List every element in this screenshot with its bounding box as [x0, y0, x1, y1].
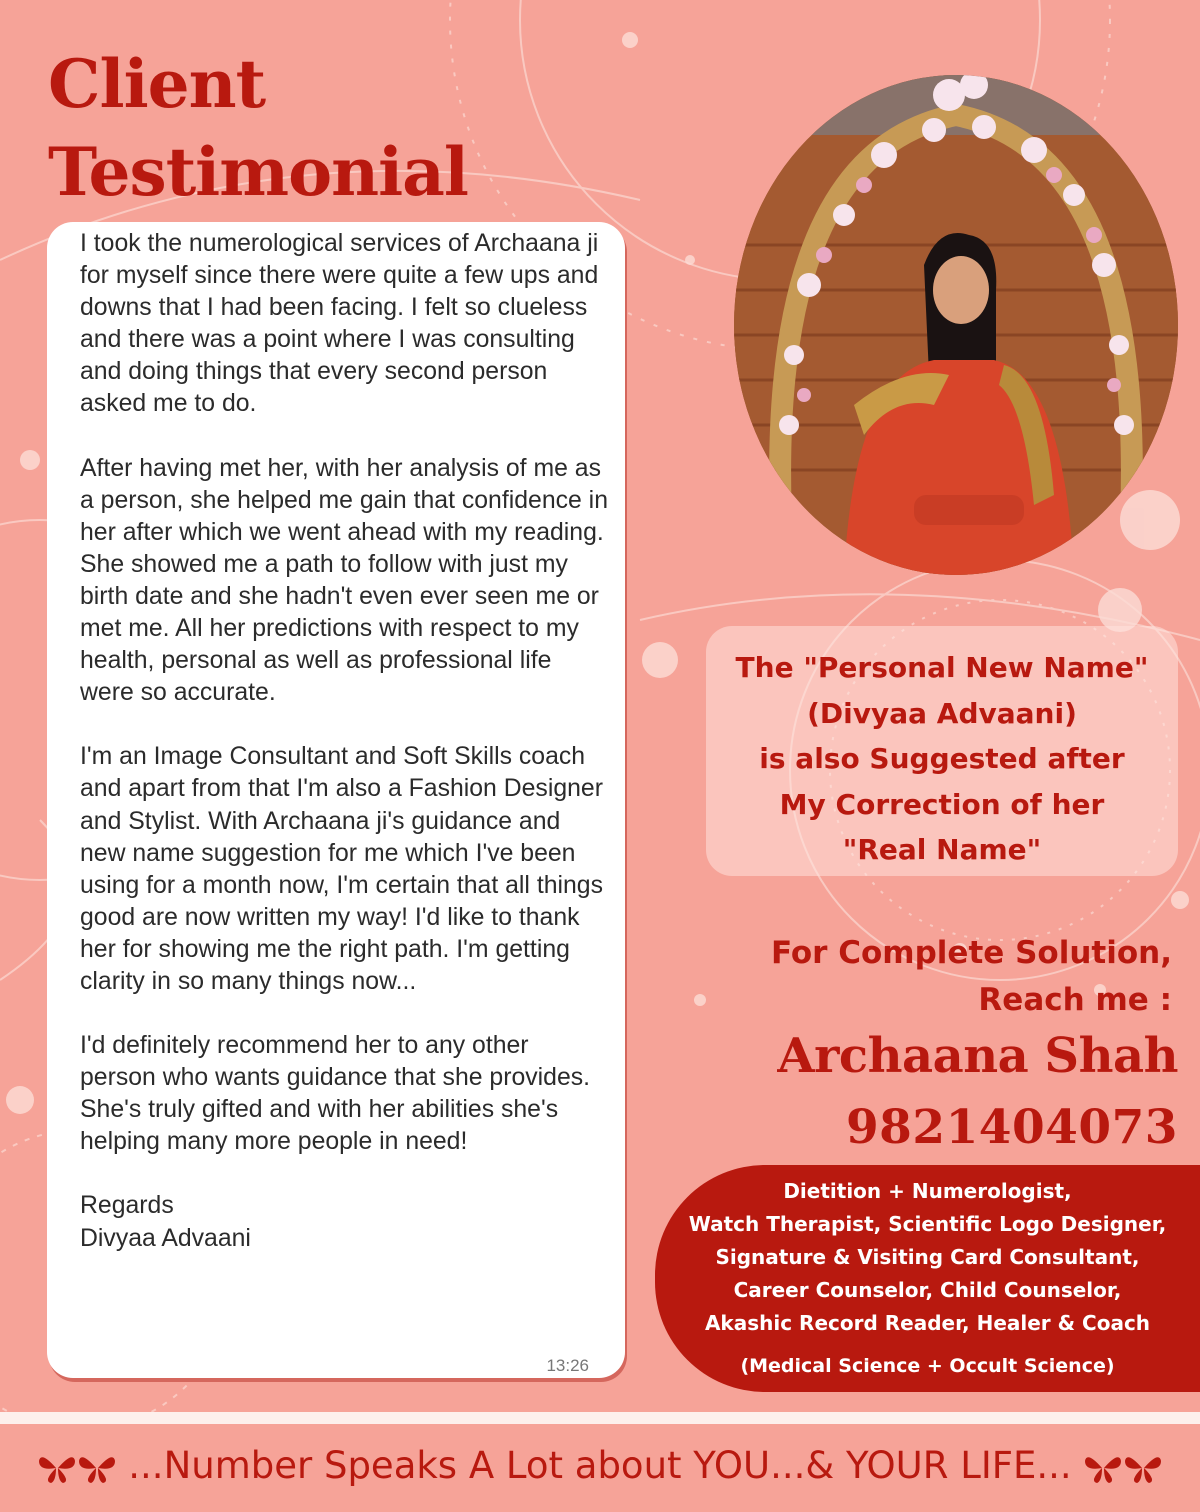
footer-tagline: ...Number Speaks A Lot about YOU...& YOUR LIFE...	[128, 1444, 1072, 1487]
butterfly-icon	[37, 1451, 117, 1485]
info-line-4: My Correction of her	[779, 787, 1105, 821]
phone-number[interactable]: 9821404073	[845, 1100, 1178, 1155]
services-panel	[655, 1165, 1200, 1392]
testimonial-paragraph-4: I'd definitely recommend her to any other person who wants guidance that she provides. She's truly gifted and with her abilities she's helping many more people in need!	[80, 1032, 591, 1156]
service-line-2: Watch Therapist, Scientific Logo Designer,	[688, 1212, 1167, 1236]
contact-intro	[771, 930, 1172, 1024]
info-line-5: "Real Name"	[842, 833, 1042, 866]
title-line-2: Testimonial	[48, 133, 468, 211]
name-suggestion-box	[706, 626, 1178, 876]
service-line-3: Signature & Visiting Card Consultant,	[715, 1245, 1140, 1269]
testimonial-paragraph-1: I took the numerological services of Archaana ji for myself since there were quite a few ups and downs that I had been facing. I felt so clueless and there was a point where I was consulting and doing things that every second person asked me to do.	[80, 230, 599, 418]
testimonial-paragraph-3: I'm an Image Consultant and Soft Skills coach and apart from that I'm also a Fashion Designer and Stylist. With Archaana ji's guidance and new name suggestion for me which I've been using for a month now, I'm certain that all things good are now written my way! I'd like to thank her for showing me the right path. I'm getting clarity in so many things now...	[80, 743, 603, 995]
footer-bar	[0, 1412, 1200, 1512]
info-line-3: is also Suggested after	[759, 742, 1125, 775]
message-timestamp: 13:26	[546, 1356, 589, 1375]
contact-line-2: Reach me :	[978, 982, 1172, 1018]
portrait-photo	[734, 75, 1178, 575]
butterfly-icon	[1083, 1451, 1163, 1485]
page-title	[48, 40, 468, 216]
info-line-2: (Divyaa Advaani)	[807, 696, 1077, 730]
consultant-name: Archaana Shah	[777, 1028, 1178, 1084]
service-line-4: Career Counselor, Child Counselor,	[733, 1278, 1122, 1302]
contact-line-1: For Complete Solution,	[770, 935, 1172, 971]
service-line-5: Akashic Record Reader, Healer & Coach	[704, 1311, 1151, 1335]
testimonial-card	[47, 222, 625, 1378]
testimonial-signature: Divyaa Advaani	[80, 1224, 251, 1252]
title-line-1: Client	[48, 45, 266, 123]
testimonial-closing: Regards	[80, 1192, 174, 1220]
services-note: (Medical Science + Occult Science)	[740, 1355, 1115, 1377]
service-line-1: Dietition + Numerologist,	[783, 1179, 1072, 1203]
testimonial-text	[80, 228, 610, 1255]
testimonial-paragraph-2: After having met her, with her analysis of me as a person, she helped me gain that confidence in her after which we went ahead with my reading. She showed me a path to follow with just my birth date and she hadn't even ever seen me or met me. All her predictions with respect to my health, personal as well as professional life were so accurate.	[80, 454, 608, 707]
info-line-1: The "Personal New Name"	[735, 651, 1149, 684]
